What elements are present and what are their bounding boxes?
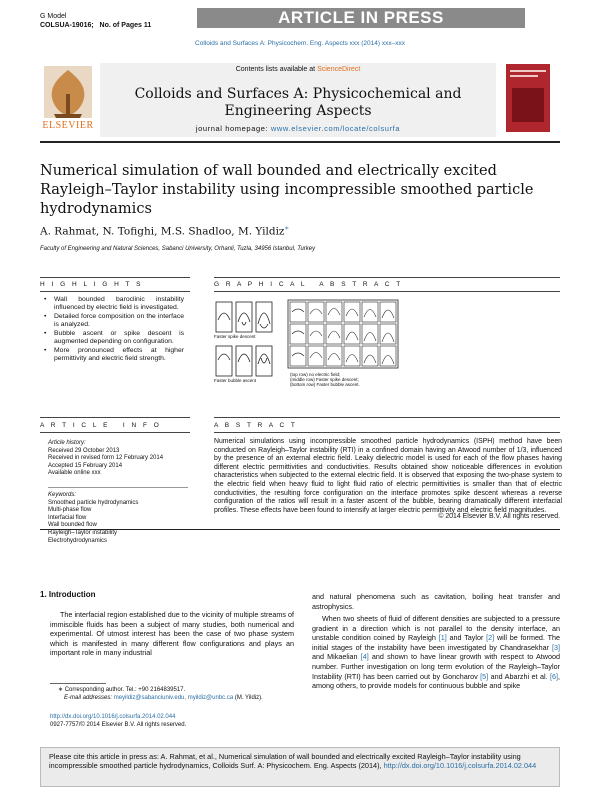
manuscript-id: COLSUA-19016; [40, 22, 94, 29]
citation-text: Please cite this article in press as: A. Rahmat, et al., Numerical simulation of wall bounded and electrically excited Rayleigh–Taylor instability using incompressible smoothed particle hydrodynamics, Colloids Surf. A: Physicochem. Eng. Aspects (2014), [49, 752, 521, 771]
article-history: Article history: Received 29 October 2013 Received in revised form 12 February 2014 Accepted 15 February 2014 Available online xxx [48, 440, 164, 477]
abstract-heading: A B S T R A C T [214, 422, 298, 429]
citation-link[interactable]: [2] [486, 633, 495, 643]
introduction-heading: 1. Introduction [40, 590, 96, 599]
journal-homepage: journal homepage: www.elsevier.com/locate/colsurfa [195, 124, 401, 133]
highlights-heading: H I G H L I G H T S [40, 281, 144, 288]
abstract-rule [214, 417, 560, 418]
graphical-abstract-rule-bottom [214, 291, 560, 292]
citation-link[interactable]: [1] [438, 633, 447, 643]
affiliation: Faculty of Engineering and Natural Sciences, Sabanci University, Orhanli, Tuzla, 34956 Istanbul, Turkey [40, 246, 316, 252]
elsevier-logo-icon [40, 64, 96, 134]
journal-title: Colloids and Surfaces A: Physicochemical and Engineering Aspects [134, 86, 462, 119]
highlights-list [44, 296, 184, 364]
journal-cover-image [506, 64, 550, 132]
article-info-heading: A R T I C L E I N F O [40, 422, 162, 429]
keyword: Electrohydrodynamics [48, 537, 108, 544]
header-divider [40, 141, 560, 143]
doi-link[interactable]: http://dx.doi.org/10.1016/j.colsurfa.2014.02.044 [50, 714, 176, 720]
abstract-copyright: © 2014 Elsevier B.V. All rights reserved. [438, 513, 560, 520]
keyword: Rayleigh–Taylor instability [48, 529, 118, 536]
footnotes: ∗ Corresponding author. Tel.: +90 2164839517. E-mail addresses: meyildiz@sabanciuniv.edu, myildiz@unbc.ca (M. Yildiz). [58, 687, 298, 702]
list-item: • Wall bounded baroclinic instability influenced by electric field is investigated. [44, 296, 184, 312]
keyword: Interfacial flow [48, 514, 87, 521]
citation-doi-link[interactable]: http://dx.doi.org/10.1016/j.colsurfa.2014.02.044 [383, 761, 537, 771]
ga-label-top: Faster spike descent [214, 334, 256, 339]
citation-link[interactable]: [6] [550, 671, 558, 681]
list-item: • More pronounced effects at higher permittivity and electric field strength. [44, 347, 184, 363]
abstract-rule-bottom [214, 432, 560, 433]
footnote-rule [50, 683, 106, 684]
article-info-rule [40, 417, 190, 418]
intro-paragraph-left: The interfacial region established due to the vicinity of multiple streams of immiscible fluids has been a subject of many studies, both numerical and experimental. Of utmost interest has been the case of two phase system which is manifested in many different flow configurations and plays an important role in many industrial [50, 610, 294, 658]
citation-box [40, 747, 560, 787]
abstract-text: Numerical simulations using incompressible smoothed particle hydrodynamics (ISPH) method have been conducted on Rayleigh–Taylor instability (RTI) in a confined domain having an Atwood number of 1/3, influenced by the presence of an external electric field. Leaky dielectric model is used for each of the flow phases having different electric permittivities and conductivities. Results obtained show noticeable differences in evolution characteristics when subjected to the external electric field. It is observed that exposing the two-phase system to the electric field when heavy fluid to light fluid ratio of electric permittivities is smaller than that of electric conductivities, the resulting force configuration on the interface promotes spike descent whereas a reverse configuration of the ratios will result in a faster ascent of the bubble, bearing dramatically different interfacial profiles. These effects have been found to intensify at larger electric permittivity and electric field magnitudes. [214, 438, 562, 514]
citation-link[interactable]: [5] [480, 671, 489, 681]
ga-label-bottom: Faster bubble ascent [214, 378, 257, 383]
keywords: Keywords: Smoothed particle hydrodynamics Multi-phase flow Interfacial flow Wall bounded flow Rayleigh–Taylor instability Electrohydrodynamics [48, 492, 188, 545]
graphical-abstract-rule [214, 277, 560, 278]
elsevier-wordmark: ELSEVIER [42, 120, 94, 131]
contents-prefix: Contents lists available at [235, 66, 316, 73]
keywords-rule [48, 487, 188, 488]
article-title: Numerical simulation of wall bounded and electrically excited Rayleigh–Taylor instability using incompressible smoothed particle hydrodynamics [40, 163, 534, 217]
page-count: No. of Pages 11 [99, 22, 152, 29]
corresponding-author-mark[interactable]: ∗ [284, 224, 290, 232]
journal-reference-link[interactable]: Colloids and Surfaces A: Physicochem. Eng. Aspects xxx (2014) xxx–xxx [195, 40, 405, 47]
list-item: • Detailed force composition on the interface is analyzed. [44, 313, 184, 329]
ga-caption: (top row) no electric field; (middle row) Faster spike descent; (bottom row) Faster bubble ascent. [290, 372, 360, 388]
keyword: Multi-phase flow [48, 507, 92, 514]
list-item: • Bubble ascent or spike descent is augmented depending on configuration. [44, 330, 184, 346]
contents-line [100, 66, 496, 73]
model-label: G Model [40, 13, 67, 20]
citation-link[interactable]: [4] [360, 652, 369, 662]
sciencedirect-link[interactable]: ScienceDirect [317, 66, 361, 73]
author-list: A. Rahmat, N. Tofighi, M.S. Shadloo, M. Yildiz∗ [40, 224, 290, 238]
front-matter-divider [40, 529, 560, 530]
issn-line: 0927-7757/© 2014 Elsevier B.V. All rights reserved. [50, 722, 187, 728]
highlights-rule-bottom [40, 291, 190, 292]
highlights-rule [40, 277, 190, 278]
article-info-rule-bottom [40, 432, 190, 433]
manuscript-meta [40, 12, 151, 30]
keyword: Smoothed particle hydrodynamics [48, 499, 139, 506]
article-in-press-banner: ARTICLE IN PRESS [197, 8, 525, 28]
graphical-abstract-heading: G R A P H I C A L A B S T R A C T [214, 281, 403, 288]
citation-link[interactable]: [3] [552, 642, 560, 652]
graphical-abstract-figure [214, 298, 400, 392]
intro-paragraph-right-1: and natural phenomena such as cavitation, boiling heat transfer and astrophysics. [312, 592, 560, 611]
homepage-link[interactable]: www.elsevier.com/locate/colsurfa [270, 124, 401, 133]
corresponding-author-note: ∗ Corresponding author. Tel.: +90 2164839517. [58, 687, 186, 693]
email-links[interactable]: meyildiz@sabanciuniv.edu, myildiz@unbc.ca [113, 694, 234, 701]
keyword: Wall bounded flow [48, 522, 97, 529]
intro-paragraph-right-2: When two sheets of fluid of different densities are subjected to a pressure gradient in a direction which is not parallel to the density interface, an unstable condition coined by Rayleigh [1] and Taylor [2] will be formed. The initial stages of the instability have been investigated by Chandrasekhar [3] and Mikaelian [4] and shown to have linear growth with respect to Atwood number. Further investigation on long term evolution of the Rayleigh–Taylor Instability (RTI) has been carried out by Goncharov [5] and Abarzhi et al. [6], among others, to provide models for continuous bubble and spike [312, 614, 560, 691]
